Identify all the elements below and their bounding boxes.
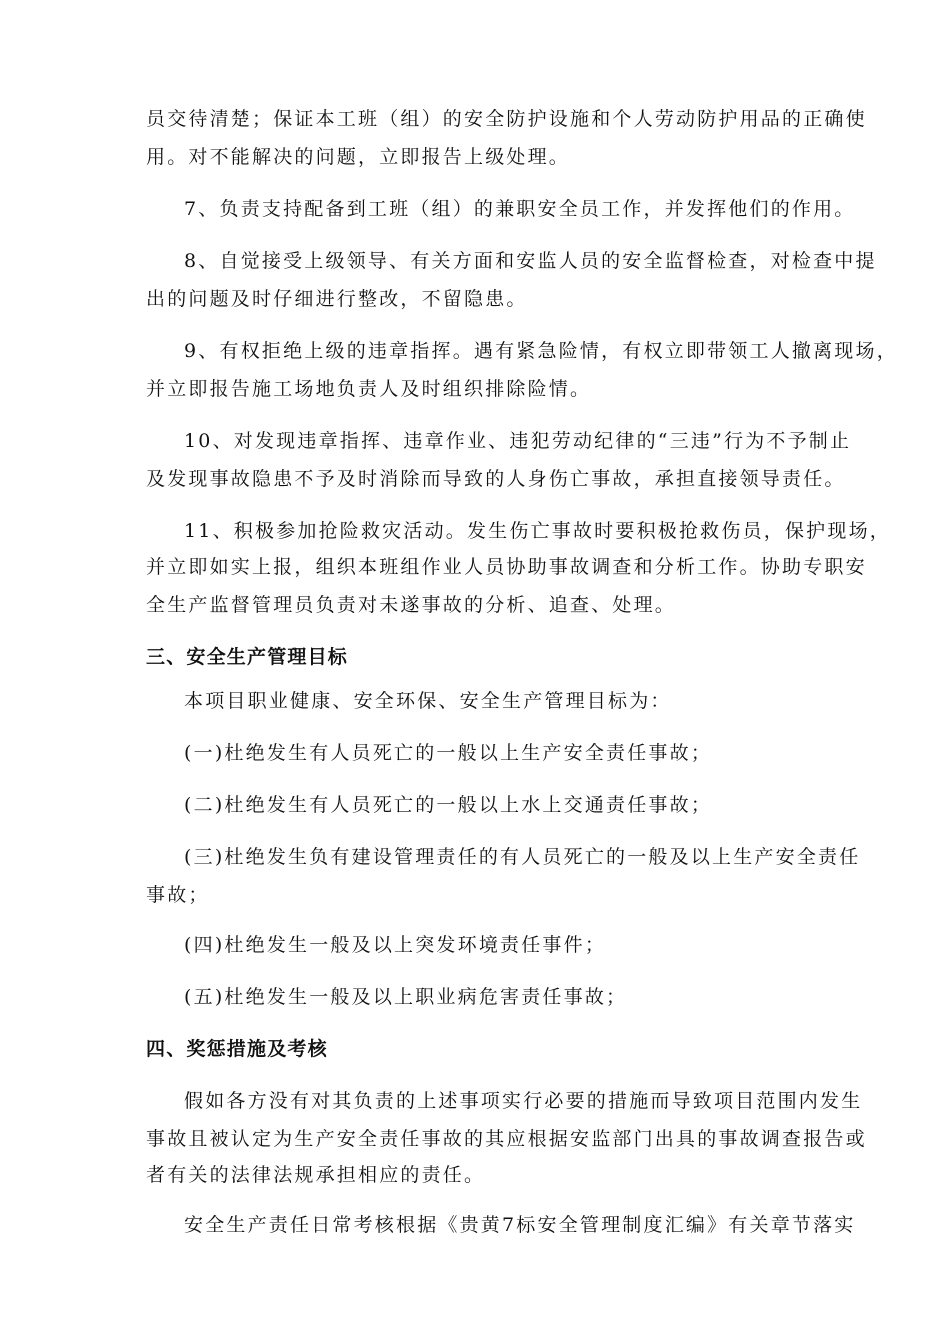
paragraph-line: 用。对不能解决的问题，立即报告上级处理。 (146, 146, 571, 168)
paragraph-line: 出的问题及时仔细进行整改，不留隐患。 (146, 288, 528, 310)
list-item: (五)杜绝发生一般及以上职业病危害责任事故； (184, 986, 628, 1008)
paragraph-line: 事故； (146, 884, 210, 906)
paragraph-line: 员交待清楚；保证本工班（组）的安全防护设施和个人劳动防护用品的正确使 (146, 108, 867, 130)
list-item: (二)杜绝发生有人员死亡的一般以上水上交通责任事故； (184, 794, 713, 816)
paragraph-line: 全生产监督管理员负责对未遂事故的分析、追查、处理。 (146, 594, 677, 616)
paragraph-line: 事故且被认定为生产安全责任事故的其应根据安监部门出具的事故调查报告或 (146, 1128, 867, 1150)
section-heading: 四、奖惩措施及考核 (146, 1038, 328, 1060)
paragraph-line: 假如各方没有对其负责的上述事项实行必要的措施而导致项目范围内发生 (184, 1090, 863, 1112)
paragraph-line: 7、负责支持配备到工班（组）的兼职安全员工作，并发挥他们的作用。 (184, 198, 856, 220)
paragraph-line: 8、自觉接受上级领导、有关方面和安监人员的安全监督检查，对检查中提 (184, 250, 877, 272)
list-item: (一)杜绝发生有人员死亡的一般以上生产安全责任事故； (184, 742, 713, 764)
paragraph-line: 10、对发现违章指挥、违章作业、违犯劳动纪律的“三违”行为不予制止 (184, 430, 852, 452)
paragraph-line: 并立即报告施工场地负责人及时组织排除险情。 (146, 378, 592, 400)
paragraph-line: 及发现事故隐患不予及时消除而导致的人身伤亡事故，承担直接领导责任。 (146, 468, 846, 490)
paragraph-line: 并立即如实上报，组织本班组作业人员协助事故调查和分析工作。协助专职安 (146, 556, 867, 578)
list-item: (四)杜绝发生一般及以上突发环境责任事件； (184, 934, 607, 956)
list-item: (三)杜绝发生负有建设管理责任的有人员死亡的一般及以上生产安全责任 (184, 846, 861, 868)
paragraph-line: 安全生产责任日常考核根据《贵黄7标安全管理制度汇编》有关章节落实 (184, 1214, 856, 1236)
paragraph-line: 11、积极参加抢险救灾活动。发生伤亡事故时要积极抢救伤员，保护现场， (184, 520, 891, 542)
paragraph-line: 者有关的法律法规承担相应的责任。 (146, 1164, 486, 1186)
paragraph-line: 本项目职业健康、安全环保、安全生产管理目标为： (184, 690, 672, 712)
section-heading: 三、安全生产管理目标 (146, 646, 349, 668)
paragraph-line: 9、有权拒绝上级的违章指挥。遇有紧急险情，有权立即带领工人撤离现场， (184, 340, 898, 362)
